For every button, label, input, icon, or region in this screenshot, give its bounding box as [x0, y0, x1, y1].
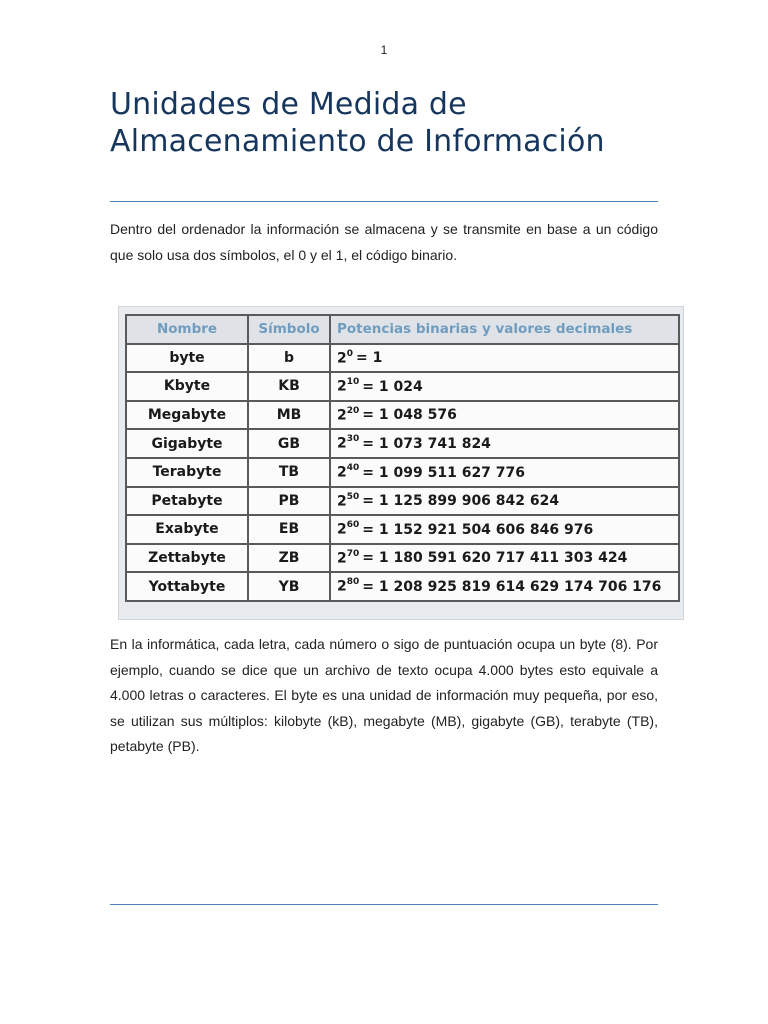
power-exponent: 50	[346, 491, 360, 502]
unit-symbol-cell: PB	[248, 487, 330, 516]
unit-symbol-cell: YB	[248, 572, 330, 601]
power-base: 2	[337, 578, 347, 595]
unit-name-cell: Gigabyte	[126, 429, 248, 458]
unit-name-cell: byte	[126, 344, 248, 373]
unit-power-cell	[330, 401, 679, 430]
power-base: 2	[337, 407, 347, 424]
units-table	[125, 314, 680, 602]
unit-symbol-cell: KB	[248, 372, 330, 401]
power-base: 2	[337, 550, 347, 567]
unit-name-cell: Kbyte	[126, 372, 248, 401]
power-value: = 1 048 576	[362, 407, 457, 424]
power-exponent: 30	[346, 434, 360, 445]
unit-symbol-cell: GB	[248, 429, 330, 458]
title-divider	[110, 201, 658, 202]
unit-symbol-cell: b	[248, 344, 330, 373]
body-paragraph: En la informática, cada letra, cada número o sigo de puntuación ocupa un byte (8). Por ejemplo, cuando se dice que un archivo de texto ocupa 4.000 bytes esto equivale a 4.000 letras o caracteres. El byte es una unidad de información muy pequeña, por eso, se utilizan sus múltiplos: kilobyte (kB), megabyte (MB), gigabyte (GB), terabyte (TB), petabyte (PB).	[110, 636, 658, 755]
power-value: = 1 208 925 819 614 629 174 706 176	[362, 578, 662, 595]
table-row	[126, 572, 679, 601]
power-base: 2	[337, 521, 347, 538]
unit-name-cell: Megabyte	[126, 401, 248, 430]
power-base: 2	[337, 350, 347, 367]
unit-power-cell	[330, 572, 679, 601]
table-row	[126, 372, 679, 401]
header-powers: Potencias binarias y valores decimales	[330, 315, 679, 344]
power-base: 2	[337, 464, 347, 481]
unit-symbol-cell: ZB	[248, 544, 330, 573]
unit-symbol-cell: TB	[248, 458, 330, 487]
unit-power-cell	[330, 487, 679, 516]
power-exponent: 80	[346, 577, 360, 588]
table-header-row	[126, 315, 679, 344]
power-value: = 1 073 741 824	[362, 436, 491, 452]
power-value: = 1 099 511 627 776	[362, 464, 526, 481]
unit-power-cell	[330, 344, 679, 373]
footer-divider	[110, 904, 658, 905]
power-exponent: 60	[346, 520, 360, 531]
power-exponent: 0	[346, 348, 354, 359]
unit-power-cell	[330, 458, 679, 487]
table-row	[126, 429, 679, 458]
units-table-image	[118, 306, 684, 620]
unit-power-cell	[330, 515, 679, 544]
table-row	[126, 487, 679, 516]
unit-power-cell	[330, 429, 679, 458]
power-value: = 1 125 899 906 842 624	[362, 493, 560, 510]
power-base: 2	[337, 493, 347, 510]
power-value: = 1 180 591 620 717 411 303 424	[362, 550, 628, 567]
power-exponent: 70	[346, 548, 360, 559]
table-row	[126, 401, 679, 430]
power-base: 2	[337, 378, 347, 395]
power-exponent: 40	[346, 462, 360, 473]
table-row	[126, 458, 679, 487]
page-title: Unidades de Medida de Almacenamiento de Información	[110, 87, 605, 159]
header-name: Nombre	[126, 315, 248, 344]
unit-power-cell	[330, 372, 679, 401]
page-number: 1	[380, 43, 388, 57]
power-value: = 1 152 921 504 606 846 976	[362, 521, 594, 538]
unit-name-cell: Zettabyte	[126, 544, 248, 573]
unit-symbol-cell: MB	[248, 401, 330, 430]
unit-name-cell: Terabyte	[126, 458, 248, 487]
header-symbol: Símbolo	[248, 315, 330, 344]
unit-power-cell	[330, 544, 679, 573]
intro-paragraph: Dentro del ordenador la información se almacena y se transmite en base a un código que solo usa dos símbolos, el 0 y el 1, el código binario.	[110, 221, 658, 263]
power-exponent: 20	[346, 405, 360, 416]
power-base: 2	[337, 436, 347, 452]
table-row	[126, 544, 679, 573]
unit-name-cell: Exabyte	[126, 515, 248, 544]
unit-name-cell: Yottabyte	[126, 572, 248, 601]
table-body	[126, 344, 679, 601]
unit-symbol-cell: EB	[248, 515, 330, 544]
unit-name-cell: Petabyte	[126, 487, 248, 516]
table-row	[126, 344, 679, 373]
power-exponent: 10	[346, 377, 360, 388]
power-value: = 1	[356, 350, 383, 367]
power-value: = 1 024	[362, 378, 423, 395]
table-row	[126, 515, 679, 544]
